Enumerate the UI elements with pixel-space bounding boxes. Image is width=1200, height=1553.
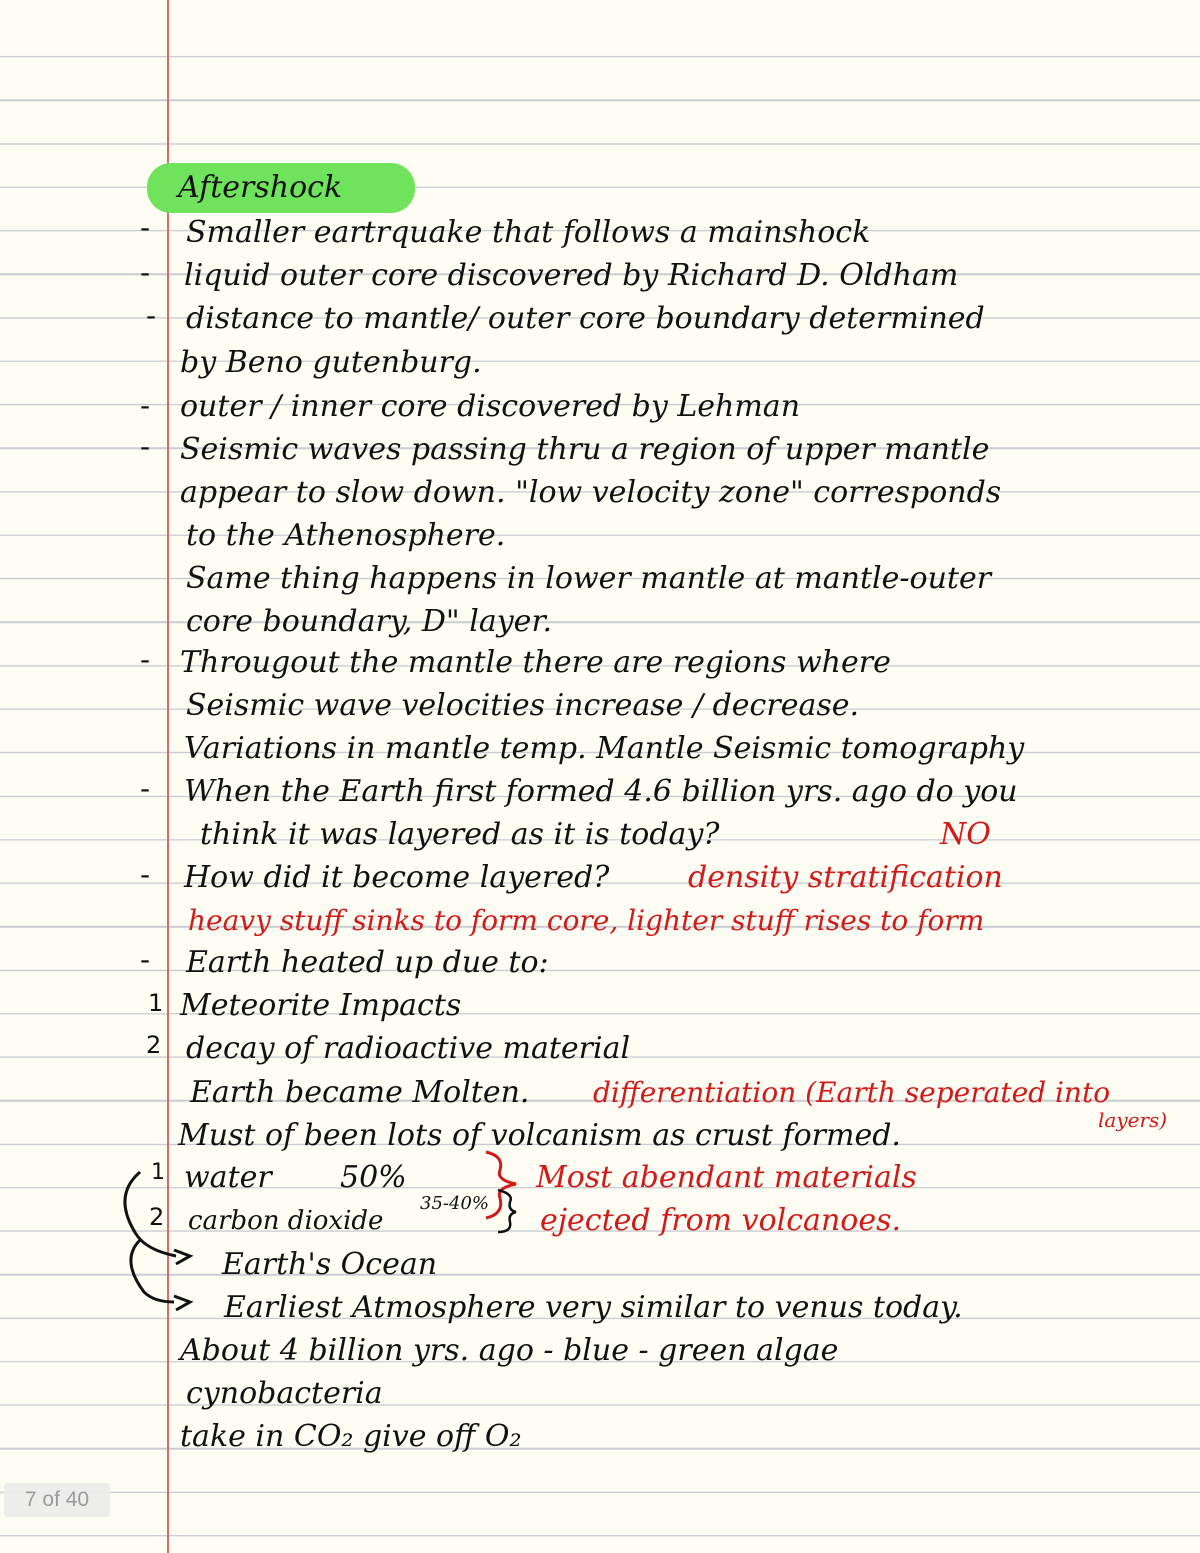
- red-note-layers: layers): [1098, 1108, 1168, 1132]
- bullet-dash: -: [140, 772, 151, 805]
- note-line: How did it become layered?: [184, 860, 610, 895]
- note-line: core boundary, D" layer.: [186, 604, 553, 639]
- red-note-ejected: ejected from volcanoes.: [540, 1203, 902, 1238]
- note-line: to the Athenosphere.: [186, 518, 506, 553]
- bullet-number: 2: [146, 1031, 162, 1059]
- percent-co2: 35-40%: [420, 1193, 489, 1214]
- note-line: think it was layered as it is today?: [200, 817, 720, 852]
- note-line: Seismic waves passing thru a region of upper mantle: [180, 432, 990, 467]
- note-line: appear to slow down. "low velocity zone" corresponds: [180, 475, 1002, 510]
- bullet-number: 1: [148, 989, 164, 1017]
- note-line: Meteorite Impacts: [180, 988, 462, 1023]
- note-line: take in CO₂ give off O₂: [180, 1419, 522, 1454]
- note-line: Earth heated up due to:: [186, 945, 549, 980]
- note-line: Same thing happens in lower mantle at mantle-outer: [186, 561, 992, 596]
- note-line: Seismic wave velocities increase / decrease.: [186, 688, 860, 723]
- red-note-most-abundant: Most abendant materials: [536, 1160, 917, 1195]
- note-line: About 4 billion yrs. ago - blue - green algae: [180, 1333, 839, 1368]
- red-note-density: density stratification: [688, 860, 1003, 895]
- note-line: distance to mantle/ outer core boundary determined: [186, 301, 985, 336]
- note-line: cynobacteria: [186, 1376, 383, 1411]
- bullet-dash: -: [140, 643, 151, 676]
- note-line: Througout the mantle there are regions where: [180, 645, 891, 680]
- bullet-dash: -: [140, 211, 151, 244]
- red-note-heavy: heavy stuff sinks to form core, lighter stuff rises to form: [188, 904, 985, 937]
- red-note-no: NO: [940, 817, 991, 852]
- bullet-dash: -: [140, 256, 151, 289]
- note-line: liquid outer core discovered by Richard D. Oldham: [184, 258, 959, 293]
- note-line: water: [184, 1160, 272, 1195]
- note-line: Earth's Ocean: [222, 1247, 438, 1282]
- bullet-dash: -: [140, 858, 151, 891]
- bullet-dash: -: [140, 389, 151, 422]
- note-line: carbon dioxide: [188, 1206, 384, 1236]
- percent-water: 50%: [340, 1160, 407, 1195]
- note-line: by Beno gutenburg.: [180, 345, 482, 380]
- note-line: decay of radioactive material: [186, 1031, 631, 1066]
- note-line: Earth became Molten.: [190, 1075, 530, 1110]
- page-indicator: 7 of 40: [4, 1483, 110, 1517]
- bullet-number: 2: [149, 1203, 165, 1231]
- note-line: Earliest Atmosphere very similar to venus today.: [224, 1290, 963, 1325]
- left-bracket: [125, 1172, 176, 1302]
- note-line: Smaller eartrquake that follows a mainshock: [186, 215, 871, 250]
- bullet-dash: -: [146, 299, 157, 332]
- bullet-number: 1: [151, 1160, 165, 1185]
- arrow-head-icon: [174, 1250, 190, 1310]
- note-line: outer / inner core discovered by Lehman: [180, 389, 801, 424]
- bullet-dash: -: [140, 430, 151, 463]
- note-line: When the Earth first formed 4.6 billion yrs. ago do you: [184, 774, 1018, 809]
- note-line: Must of been lots of volcanism as crust formed.: [178, 1118, 901, 1153]
- bullet-dash: -: [140, 943, 151, 976]
- red-note-differentiation: differentiation (Earth seperated into: [593, 1076, 1111, 1109]
- heading-aftershock: Aftershock: [178, 170, 343, 205]
- note-line: Variations in mantle temp. Mantle Seismic tomography: [184, 731, 1025, 766]
